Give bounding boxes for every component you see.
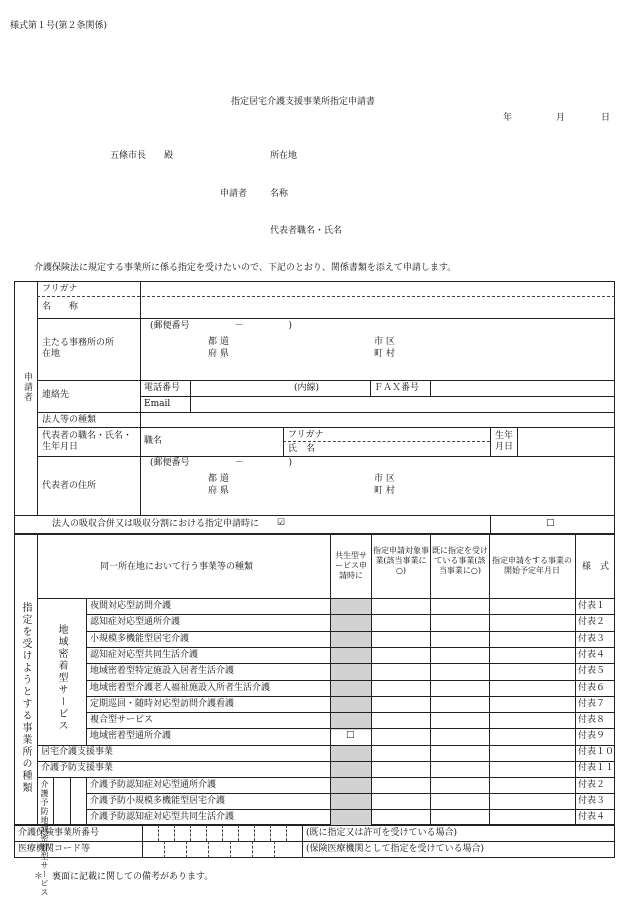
local-row-form: 付表１ — [578, 601, 606, 611]
name-label: 名 称 — [42, 302, 79, 312]
prev-row-form: 付表２ — [578, 780, 606, 790]
medical-code-label: 医療機関コード等 — [18, 844, 91, 854]
rep-title-label: 職名 — [144, 436, 163, 446]
pref-label-2: 府 県 — [208, 349, 229, 359]
local-row-name: 小規模多機能型居宅介護 — [90, 633, 190, 644]
office-address-label: 主たる事務所の所在地 — [42, 338, 115, 360]
merge-checkmark-icon: ☑ — [277, 518, 286, 528]
local-row-name: 夜間対応型訪問介護 — [90, 601, 172, 611]
city-label-1: 市 区 — [374, 337, 395, 347]
header-business-type: 同一所在地において行う事業等の種類 — [100, 562, 254, 572]
local-row-form: 付表３ — [578, 633, 606, 644]
local-row-form: 付表５ — [578, 666, 606, 677]
business-side-label: 指定を受けようとする事業所の種類 — [20, 602, 31, 794]
birth-label: 生年月日 — [494, 431, 513, 453]
header-already: 既に指定を受けている事業(該当事業に○) — [432, 546, 488, 575]
kyosei-checkbox[interactable]: □ — [346, 730, 355, 741]
footnote: ＊ 裏面に記載に関しての備考があります。 — [34, 872, 214, 882]
form-number: 様式第１号(第２条関係) — [10, 21, 108, 31]
local-row-name: 地域密着型介護老人福祉施設入所者生活介護 — [90, 682, 271, 693]
city-label-2: 町 村 — [374, 349, 395, 359]
merge-checkbox[interactable]: □ — [546, 518, 555, 528]
medical-code-note: (保険医療機関として指定を受けている場合) — [306, 844, 485, 854]
local-row-name: 定期巡回・随時対応型訪問介護看護 — [90, 698, 235, 709]
city-label-3: 市 区 — [374, 474, 395, 484]
rep-address-label: 代表者の住所 — [42, 481, 97, 491]
local-row-form: 付表９ — [578, 731, 606, 742]
local-row-form: 付表６ — [578, 682, 606, 693]
prev-row-form: 付表４ — [578, 812, 606, 822]
fax-label: ＦＡＸ番号 — [374, 383, 420, 393]
pref-label-4: 府 県 — [208, 486, 229, 496]
addressee: 五條市長 殿 — [110, 151, 174, 161]
header-form: 様 式 — [582, 562, 610, 572]
pref-label-1: 都 道 — [208, 337, 229, 347]
corp-type-label: 法人等の種類 — [42, 415, 97, 425]
prev-support-name: 介護予防支援事業 — [41, 763, 114, 773]
page-title: 指定居宅介護支援事業所指定申請書 — [231, 97, 376, 107]
care-support-name: 居宅介護支援事業 — [41, 747, 114, 757]
local-row-form: 付表７ — [578, 698, 606, 709]
ext-label: (内線) — [294, 383, 320, 393]
prev-row-name: 介護予防認知症対応型通所介護 — [90, 780, 217, 790]
postal-code-2: (郵便番号 － ) — [150, 458, 293, 468]
furigana2-label: フリガナ — [288, 430, 324, 440]
date-year: 年 — [503, 113, 513, 123]
local-row-form: 付表４ — [578, 649, 606, 660]
local-row-name: 認知症対応型共同生活介護 — [90, 649, 199, 660]
local-row-name: 地域密着型特定施設入居者生活介護 — [90, 666, 235, 677]
applicant-rep-label: 代表者職名・氏名 — [270, 226, 343, 236]
local-row-name: 複合型サービス — [90, 715, 154, 726]
merge-label: 法人の吸収合併又は吸収分割における指定申請時に — [52, 519, 260, 529]
intro-text: 介護保険法に規定する事業所に係る指定を受けたいので、下記のとおり、関係書類を添えて申請します。 — [34, 263, 457, 273]
local-row-name: 認知症対応型通所介護 — [90, 617, 181, 628]
group-local-label: 地域密着型サービス — [56, 624, 67, 732]
prev-row-form: 付表３ — [578, 796, 606, 806]
rep-info-label: 代表者の職名・氏名・生年月日 — [42, 431, 133, 453]
header-kyosei: 共生型サービス申請時に — [335, 551, 367, 580]
prev-row-name: 介護予防認知症対応型共同生活介護 — [90, 812, 235, 822]
person-name-label: 氏 名 — [288, 444, 316, 454]
local-row-form: 付表８ — [578, 715, 606, 726]
group-prev-label: 介護予防地域密着型サービス — [40, 780, 49, 897]
local-row-form: 付表２ — [578, 617, 606, 628]
contact-label: 連絡先 — [42, 390, 70, 400]
local-row-name: 地域密着型通所介護 — [90, 731, 172, 742]
applicant-name-label: 名称 — [270, 189, 289, 199]
applicant-label: 申請者 — [220, 189, 248, 199]
insurance-no-label: 介護保険事業所番号 — [18, 828, 100, 838]
applicant-side-label: 申請者 — [22, 372, 32, 402]
care-support-form: 付表１０ — [578, 747, 615, 757]
furigana-label: フリガナ — [42, 284, 78, 294]
insurance-no-note: (既に指定又は許可を受けている場合) — [306, 828, 458, 838]
date-day: 日 — [601, 113, 611, 123]
applicant-location-label: 所在地 — [270, 151, 298, 161]
prev-row-name: 介護予防小規模多機能型居宅介護 — [90, 796, 226, 806]
header-start-date: 指定申請をする事業の開始予定年月日 — [492, 556, 572, 575]
city-label-4: 町 村 — [374, 486, 395, 496]
header-target: 指定申請対象事業(該当事業に○) — [373, 546, 429, 575]
pref-label-3: 都 道 — [208, 474, 229, 484]
email-label: Email — [144, 399, 171, 409]
postal-code-1: (郵便番号 － ) — [150, 321, 293, 331]
date-month: 月 — [556, 113, 566, 123]
phone-label: 電話番号 — [144, 383, 181, 393]
prev-support-form: 付表１１ — [578, 763, 615, 773]
